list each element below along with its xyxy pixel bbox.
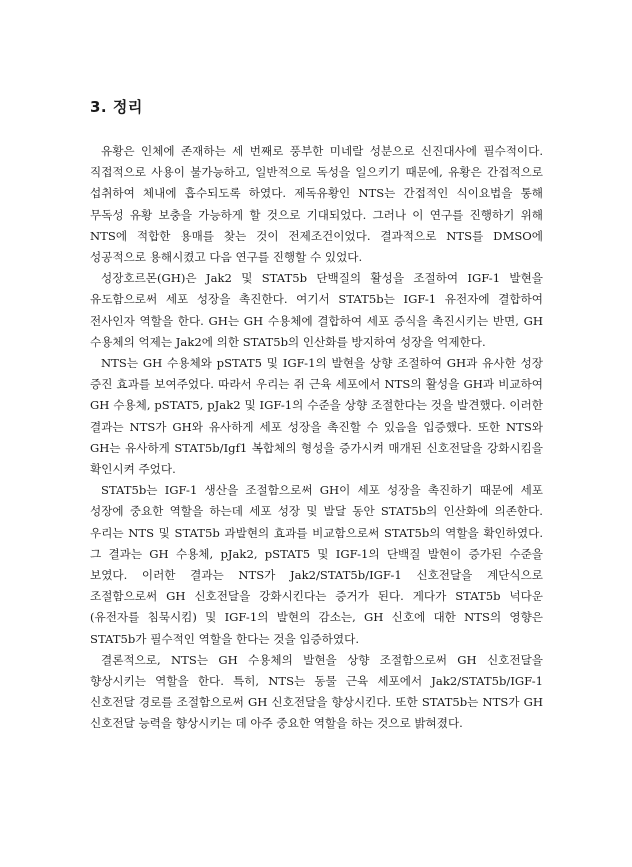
section-title: 3. 정리 (90, 98, 143, 116)
paragraph-nts-effect: NTS는 GH 수용체와 pSTAT5 및 IGF-1의 발현을 상향 조절하여 GH과 유사한 성장 증진 효과를 보여주었다. 따라서 우리는 쥐 근육 세포에서 NTS의 활성을 GH과 비교하여 GH 수용체, pSTAT5, pJak2 및 IGF-1의 수준을 상향 조절한다는 것을 발견했다. 이러한 결과는 NTS가 GH와 유사하게 세포 성장을 촉진할 수 있음을 입증했다. 또한 NTS와 GH는 유사하게 STAT5b/Igf1 복합체의 형성을 증가시켜 매개된 신호전달을 강화시킴을 확인시켜 주었다. (90, 356, 543, 477)
paragraph-growth-hormone: 성장호르몬(GH)은 Jak2 및 STAT5b 단백질의 활성을 조절하여 IGF-1 발현을 유도함으로써 세포 성장을 촉진한다. 여기서 STAT5b는 IGF-1 유전자에 결합하여 전사인자 역할을 한다. GH는 GH 수용체에 결합하여 세포 증식을 촉진시키는 반면, GH 수용체의 억제는 Jak2에 의한 STAT5b의 인산화를 방지하여 성장을 억제한다. (90, 271, 543, 349)
section-body (90, 141, 543, 735)
paragraph-conclusion: 결론적으로, NTS는 GH 수용체의 발현을 상향 조절함으로써 GH 신호전달을 향상시키는 역할을 한다. 특히, NTS는 동물 근육 세포에서 Jak2/STAT5b/IGF-1 신호전달 경로를 조절함으로써 GH 신호전달을 향상시킨다. 또한 STAT5b는 NTS가 GH 신호전달 능력을 향상시키는 데 아주 중요한 역할을 하는 것으로 밝혀졌다. (90, 652, 543, 731)
paragraph-sulfur-intro: 유황은 인체에 존재하는 세 번째로 풍부한 미네랄 성분으로 신진대사에 필수적이다. 직접적으로 사용이 불가능하고, 일반적으로 독성을 일으키기 때문에, 유황은 간접적으로 섭취하여 체내에 흡수되도록 하였다. 제독유황인 NTS는 간접적인 식이요법을 통해 무독성 유황 보충을 가능하게 할 것으로 기대되었다. 그러나 이 연구를 진행하기 위해 NTS에 적합한 용매를 찾는 것이 전제조건이었다. 결과적으로 NTS를 DMSO에 성공적으로 용해시켰고 다음 연구를 진행할 수 있었다. (90, 144, 543, 265)
paragraph-stat5b-role: STAT5b는 IGF-1 생산을 조절함으로써 GH이 세포 성장을 촉진하기 때문에 세포 성장에 중요한 역할을 하는데 세포 성장 및 발달 동안 STAT5b의 인산화에 의존한다. 우리는 NTS 및 STAT5b 과발현의 효과를 비교함으로써 STAT5b의 역할을 확인하였다. 그 결과는 GH 수용체, pJak2, pSTAT5 및 IGF-1의 단백질 발현이 증가된 수준을 보였다. 이러한 결과는 NTS가 Jak2/STAT5b/IGF-1 신호전달을 계단식으로 조절함으로써 GH 신호전달을 강화시킨다는 증거가 된다. 게다가 STAT5b 넉다운(유전자를 침묵시킴) 및 IGF-1의 발현의 감소는, GH 신호에 대한 NTS의 영향은 STAT5b가 필수적인 역할을 한다는 것을 입증하였다. (90, 483, 543, 646)
